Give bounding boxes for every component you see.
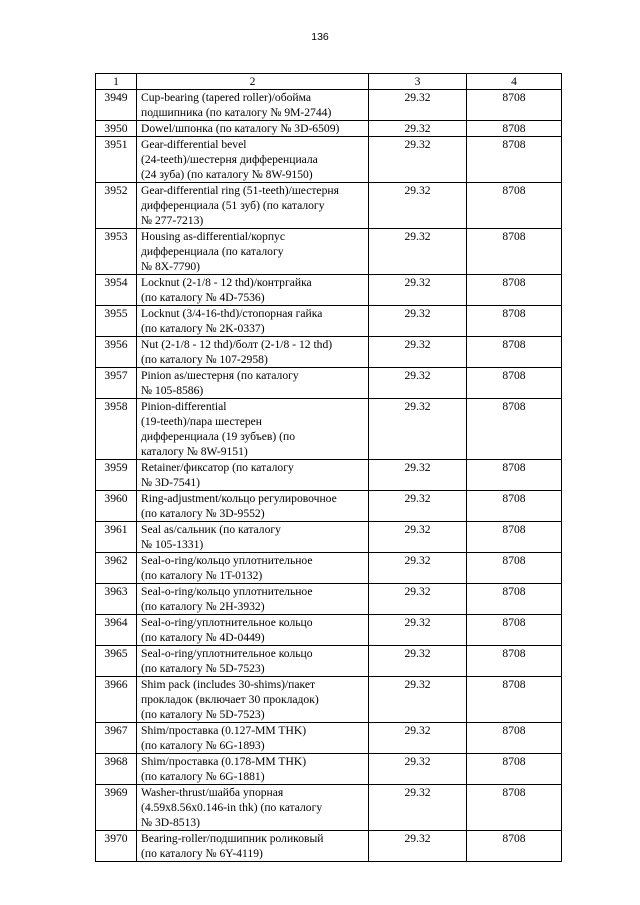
description-line: Seal-o-ring/кольцо уплотнительное [141, 585, 313, 598]
tnved-code: 8708 [467, 646, 562, 677]
row-number: 3950 [96, 121, 137, 137]
table-row [96, 399, 562, 460]
description-line: Gear-differential bevel [141, 138, 247, 151]
row-number: 3954 [96, 275, 137, 306]
tnved-code: 8708 [467, 137, 562, 183]
description-line: Locknut (3/4-16-thd)/стопорная гайка [141, 307, 323, 320]
table-row [96, 677, 562, 723]
tnved-code: 8708 [467, 677, 562, 723]
okpd-code: 29.32 [369, 306, 467, 337]
tnved-code: 8708 [467, 491, 562, 522]
description-line: (24 зуба) (по каталогу № 8W-9150) [141, 168, 313, 181]
part-description [137, 646, 369, 677]
tnved-code: 8708 [467, 754, 562, 785]
okpd-code: 29.32 [369, 399, 467, 460]
okpd-code: 29.32 [369, 229, 467, 275]
tnved-code: 8708 [467, 831, 562, 862]
description-line: Cup-bearing (tapered roller)/обойма [141, 91, 312, 104]
table-row [96, 491, 562, 522]
row-number: 3953 [96, 229, 137, 275]
row-number: 3955 [96, 306, 137, 337]
header-col-1: 1 [96, 74, 137, 90]
description-line: Seal-o-ring/уплотнительное кольцо [141, 647, 313, 660]
tnved-code: 8708 [467, 90, 562, 121]
okpd-code: 29.32 [369, 275, 467, 306]
description-line: Gear-differential ring (51-teeth)/шестерня [141, 184, 339, 197]
tnved-code: 8708 [467, 229, 562, 275]
header-col-4: 4 [467, 74, 562, 90]
description-line: Seal-o-ring/кольцо уплотнительное [141, 554, 313, 567]
part-description [137, 584, 369, 615]
table-row [96, 337, 562, 368]
part-description [137, 491, 369, 522]
description-line: дифференциала (19 зубъев) (по [141, 430, 296, 443]
okpd-code: 29.32 [369, 723, 467, 754]
description-line: № 105-1331) [141, 538, 204, 551]
table-row [96, 275, 562, 306]
row-number: 3957 [96, 368, 137, 399]
part-description [137, 121, 369, 137]
okpd-code: 29.32 [369, 90, 467, 121]
description-line: (по каталогу № 4D-7536) [141, 291, 265, 304]
description-line: (по каталогу № 2K-0337) [141, 322, 265, 335]
row-number: 3964 [96, 615, 137, 646]
part-description [137, 553, 369, 584]
part-description [137, 229, 369, 275]
part-description [137, 137, 369, 183]
description-line: (по каталогу № 5D-7523) [141, 708, 265, 721]
description-line: (по каталогу № 4D-0449) [141, 631, 265, 644]
description-line: Seal as/сальник (по каталогу [141, 523, 281, 536]
part-description [137, 275, 369, 306]
row-number: 3965 [96, 646, 137, 677]
okpd-code: 29.32 [369, 615, 467, 646]
row-number: 3967 [96, 723, 137, 754]
tnved-code: 8708 [467, 553, 562, 584]
okpd-code: 29.32 [369, 183, 467, 229]
table-row [96, 646, 562, 677]
part-description [137, 677, 369, 723]
part-description [137, 90, 369, 121]
table-row [96, 460, 562, 491]
description-line: дифференциала (по каталогу [141, 245, 284, 258]
row-number: 3963 [96, 584, 137, 615]
okpd-code: 29.32 [369, 785, 467, 831]
okpd-code: 29.32 [369, 831, 467, 862]
row-number: 3949 [96, 90, 137, 121]
row-number: 3969 [96, 785, 137, 831]
row-number: 3951 [96, 137, 137, 183]
description-line: (19-teeth)/пара шестерен [141, 415, 262, 428]
tnved-code: 8708 [467, 785, 562, 831]
okpd-code: 29.32 [369, 337, 467, 368]
tnved-code: 8708 [467, 460, 562, 491]
tnved-code: 8708 [467, 399, 562, 460]
description-line: Nut (2-1/8 - 12 thd)/болт (2-1/8 - 12 thd) [141, 338, 333, 351]
description-line: (по каталогу № 1T-0132) [141, 569, 263, 582]
description-line: (по каталогу № 107-2958) [141, 353, 268, 366]
row-number: 3966 [96, 677, 137, 723]
description-line: (по каталогу № 6Y-4119) [141, 847, 263, 860]
description-line: Washer-thrust/шайба упорная [141, 786, 284, 799]
okpd-code: 29.32 [369, 677, 467, 723]
tnved-code: 8708 [467, 337, 562, 368]
part-description [137, 785, 369, 831]
header-col-2: 2 [137, 74, 369, 90]
header-col-3: 3 [369, 74, 467, 90]
okpd-code: 29.32 [369, 491, 467, 522]
description-line: № 105-8586) [141, 384, 204, 397]
description-line: Retainer/фиксатор (по каталогу [141, 461, 294, 474]
description-line: подшипника (по каталогу № 9M-2744) [141, 106, 332, 119]
description-line: прокладок (включает 30 прокладок) [141, 693, 319, 706]
description-line: № 277-7213) [141, 214, 204, 227]
tnved-code: 8708 [467, 368, 562, 399]
parts-table-body [96, 74, 562, 862]
okpd-code: 29.32 [369, 646, 467, 677]
table-row [96, 306, 562, 337]
description-line: № 8X-7790) [141, 260, 201, 273]
tnved-code: 8708 [467, 121, 562, 137]
row-number: 3962 [96, 553, 137, 584]
page-number: 136 [311, 31, 329, 43]
row-number: 3960 [96, 491, 137, 522]
description-line: Shim pack (includes 30-shims)/пакет [141, 678, 316, 691]
table-row [96, 121, 562, 137]
description-line: Bearing-roller/подшипник роликовый [141, 832, 324, 845]
row-number: 3959 [96, 460, 137, 491]
description-line: Pinion-differential [141, 400, 227, 413]
description-line: (по каталогу № 3D-9552) [141, 507, 265, 520]
tnved-code: 8708 [467, 183, 562, 229]
table-row [96, 615, 562, 646]
part-description [137, 306, 369, 337]
row-number: 3961 [96, 522, 137, 553]
description-line: дифференциала (51 зуб) (по каталогу [141, 199, 325, 212]
okpd-code: 29.32 [369, 553, 467, 584]
part-description [137, 615, 369, 646]
okpd-code: 29.32 [369, 137, 467, 183]
part-description [137, 723, 369, 754]
description-line: (4.59x8.56x0.146-in thk) (по каталогу [141, 801, 323, 814]
part-description [137, 399, 369, 460]
part-description [137, 337, 369, 368]
part-description [137, 183, 369, 229]
row-number: 3952 [96, 183, 137, 229]
tnved-code: 8708 [467, 584, 562, 615]
table-row [96, 754, 562, 785]
table-row [96, 831, 562, 862]
tnved-code: 8708 [467, 275, 562, 306]
table-row [96, 723, 562, 754]
description-line: (по каталогу № 6G-1893) [141, 739, 265, 752]
okpd-code: 29.32 [369, 584, 467, 615]
part-description [137, 522, 369, 553]
table-row [96, 137, 562, 183]
tnved-code: 8708 [467, 522, 562, 553]
row-number: 3958 [96, 399, 137, 460]
okpd-code: 29.32 [369, 460, 467, 491]
table-row [96, 90, 562, 121]
okpd-code: 29.32 [369, 121, 467, 137]
description-line: Dowel/шпонка (по каталогу № 3D-6509) [141, 122, 340, 135]
description-line: № 3D-7541) [141, 476, 201, 489]
description-line: (по каталогу № 5D-7523) [141, 662, 265, 675]
part-description [137, 368, 369, 399]
part-description [137, 460, 369, 491]
row-number: 3956 [96, 337, 137, 368]
table-row [96, 229, 562, 275]
description-line: (24-teeth)/шестерня дифференциала [141, 153, 318, 166]
description-line: Locknut (2-1/8 - 12 thd)/контргайка [141, 276, 312, 289]
parts-table [95, 73, 562, 862]
description-line: Shim/проставка (0.178-MM THK) [141, 755, 307, 768]
okpd-code: 29.32 [369, 522, 467, 553]
row-number: 3970 [96, 831, 137, 862]
tnved-code: 8708 [467, 615, 562, 646]
description-line: каталогу № 8W-9151) [141, 445, 248, 458]
description-line: Shim/проставка (0.127-MM THK) [141, 724, 307, 737]
table-row [96, 584, 562, 615]
part-description [137, 831, 369, 862]
part-description [137, 754, 369, 785]
row-number: 3968 [96, 754, 137, 785]
tnved-code: 8708 [467, 306, 562, 337]
description-line: Ring-adjustment/кольцо регулировочное [141, 492, 337, 505]
description-line: Seal-o-ring/уплотнительное кольцо [141, 616, 313, 629]
table-row [96, 785, 562, 831]
table-row [96, 183, 562, 229]
description-line: № 3D-8513) [141, 816, 201, 829]
okpd-code: 29.32 [369, 368, 467, 399]
description-line: Housing as-differential/корпус [141, 230, 286, 243]
tnved-code: 8708 [467, 723, 562, 754]
description-line: (по каталогу № 6G-1881) [141, 770, 265, 783]
table-row [96, 553, 562, 584]
table-row [96, 522, 562, 553]
description-line: Pinion as/шестерня (по каталогу [141, 369, 299, 382]
okpd-code: 29.32 [369, 754, 467, 785]
table-header-row [96, 74, 562, 90]
description-line: (по каталогу № 2H-3932) [141, 600, 265, 613]
table-row [96, 368, 562, 399]
